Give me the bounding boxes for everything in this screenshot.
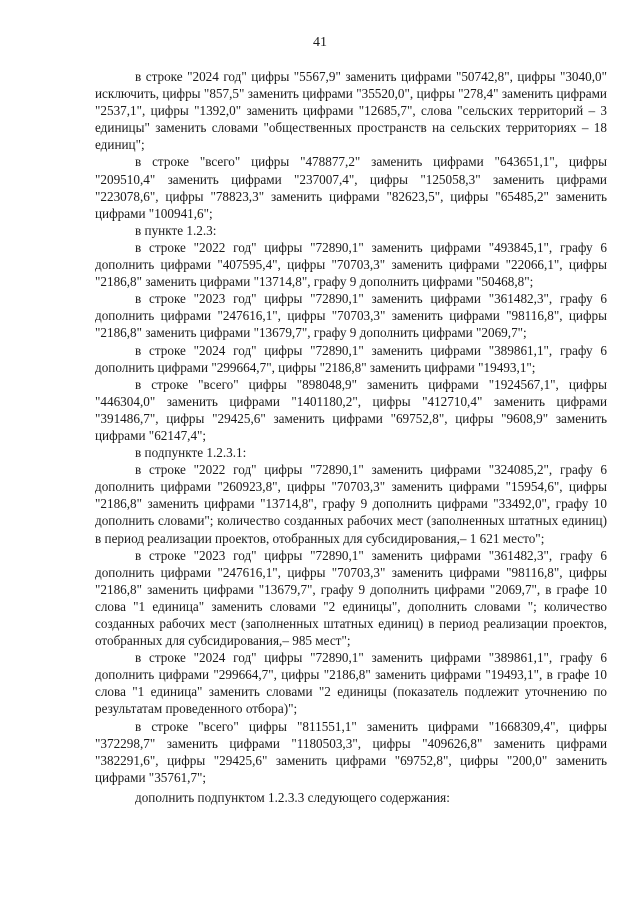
paragraph: в строке "2023 год" цифры "72890,1" заменить цифрами "361482,3", графу 6 дополнить цифрами "247616,1", цифры "70703,3" заменить цифрами "98116,8", цифры "2186,8" заменить цифрами "13679,7", графу 9 дополнить цифрами "2069,7", в графе 10 слова "1 единица" заменить словами "2 единицы", дополнить словами "; количество созданных рабочих мест (заполненных штатных единиц) в период реализации проектов, отобранных для субсидирования,– 985 мест"; [95, 547, 607, 649]
paragraph: в строке "всего" цифры "478877,2" заменить цифрами "643651,1", цифры "209510,4" заменить цифрами "237007,4", цифры "125058,3" заменить цифрами "223078,6", цифры "78823,3" заменить цифрами "82623,5", цифры "65485,2" заменить цифрами "100941,6"; [95, 154, 607, 221]
paragraph: в строке "2023 год" цифры "72890,1" заменить цифрами "361482,3", графу 6 дополнить цифрами "247616,1", цифры "70703,3" заменить цифрами "98116,8", цифры "2186,8" заменить цифрами "13679,7", графу 9 дополнить цифрами "2069,7"; [95, 291, 607, 341]
paragraph: в строке "2022 год" цифры "72890,1" заменить цифрами "324085,2", графу 6 дополнить цифрами "260923,8", цифры "70703,3" заменить цифрами "15954,6", цифры "2186,8" заменить цифрами "13714,8", графу 9 дополнить цифрами "33492,0", графу 10 дополнить словами"; количество созданных рабочих мест (заполненных штатных единиц) в период реализации проектов, отобранных для субсидирования,– 1 621 место"; [95, 462, 607, 546]
paragraph: в строке "2024 год" цифры "72890,1" заменить цифрами "389861,1", графу 6 дополнить цифрами "299664,7", цифры "2186,8" заменить цифрами "19493,1"; [95, 342, 607, 375]
paragraph: в строке "2024 год" цифры "5567,9" заменить цифрами "50742,8", цифры "3040,0" исключить, цифры "857,5" заменить цифрами "35520,0", цифры "278,4" заменить цифрами "2537,1", цифры "1392,0" заменить цифрами "12685,7", слова "сельских территорий – 3 единицы" заменить словами "общественных пространств на сельских территориях – 18 единиц"; [95, 69, 607, 153]
paragraph: в строке "всего" цифры "811551,1" заменить цифрами "1668309,4", цифры "372298,7" заменить цифрами "1180503,3", цифры "409626,8" заменить цифрами "382291,6", цифры "29425,6" заменить цифрами "69752,8", цифры "200,0" заменить цифрами "35761,7"; [95, 718, 607, 785]
paragraph: в подпункте 1.2.3.1: [135, 445, 247, 461]
page-number: 41 [313, 35, 327, 50]
document-body [95, 68, 607, 806]
paragraph: в строке "2024 год" цифры "72890,1" заменить цифрами "389861,1", графу 6 дополнить цифрами "299664,7", цифры "2186,8" заменить цифрами "19493,1", в графе 10 слова "1 единица" заменить словами "2 единицы (показатель подлежит уточнению по результатам проведенного отбора)"; [95, 650, 607, 717]
paragraph: дополнить подпунктом 1.2.3.3 следующего содержания: [135, 789, 450, 805]
paragraph: в строке "2022 год" цифры "72890,1" заменить цифрами "493845,1", графу 6 дополнить цифрами "407595,4", цифры "70703,3" заменить цифрами "22066,1", цифры "2186,8" заменить цифрами "13714,8", графу 9 дополнить цифрами "50468,8"; [95, 239, 607, 290]
paragraph: в строке "всего" цифры "898048,9" заменить цифрами "1924567,1", цифры "446304,0" заменить цифрами "1401180,2", цифры "412710,4" заменить цифрами "391486,7", цифры "29425,6" заменить цифрами "69752,8", цифры "9608,9" заменить цифрами "62147,4"; [95, 376, 607, 443]
paragraph: в пункте 1.2.3: [135, 222, 217, 238]
